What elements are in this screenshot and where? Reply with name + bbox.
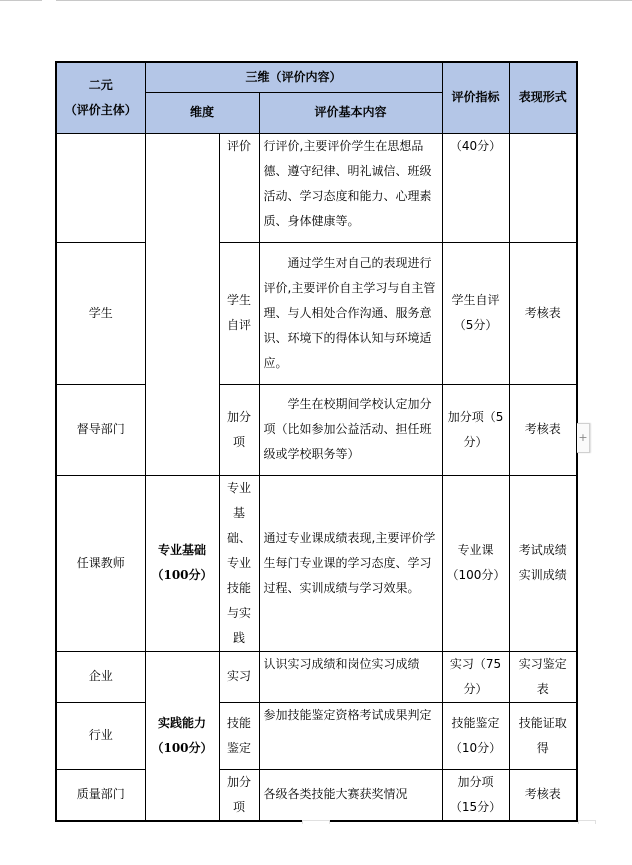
header-content: 评价基本内容 <box>259 92 442 133</box>
table-row <box>56 702 577 769</box>
cell-content: 认识实习成绩和岗位实习成绩 <box>259 651 442 702</box>
add-column-button[interactable] <box>577 423 590 453</box>
header-subject-sublabel: （评价主体） <box>64 102 137 117</box>
cell-sub-dimension: 技能鉴定 <box>219 702 259 769</box>
cell-subject: 督导部门 <box>56 384 145 475</box>
cell-form: 考试成绩实训成绩 <box>509 475 577 651</box>
cell-content: 通过专业课成绩表现,主要评价学生每门专业课的学习态度、学习过程、实训成绩与学习效果。 <box>259 475 442 651</box>
cell-content: 通过学生对自己的表现进行评价,主要评价自主学习与自主管理、与人相处合作沟通、服务意识、环境下的得体认知与环境适应。 <box>259 242 442 384</box>
cell-sub-dimension: 实习 <box>219 651 259 702</box>
cell-sub-dimension: 加分项 <box>219 384 259 475</box>
cell-subject: 质量部门 <box>56 769 145 821</box>
cell-dimension-empty <box>145 133 219 475</box>
header-form: 表现形式 <box>509 62 577 133</box>
table-row <box>56 133 577 242</box>
cell-form: 考核表 <box>509 242 577 384</box>
cell-indicator: 学生自评（5分） <box>442 242 509 384</box>
table-corner-handle[interactable] <box>578 820 596 824</box>
cell-indicator: 加分项（15分） <box>442 769 509 821</box>
cell-content: 行评价,主要评价学生在思想品德、遵守纪律、明礼诚信、班级活动、学习态度和能力、心理素质、身体健康等。 <box>259 133 442 242</box>
header-indicator: 评价指标 <box>442 62 509 133</box>
page-top-edge <box>0 0 632 1</box>
page-top-edge-gap <box>42 0 56 1</box>
header-subject-label: 二元 <box>88 77 113 92</box>
cell-indicator: （40分） <box>442 133 509 242</box>
cell-dimension-practice: 实践能力（100分） <box>145 651 219 821</box>
header-dimension: 维度 <box>145 92 259 133</box>
cell-sub-dimension: 学生自评 <box>219 242 259 384</box>
cell-subject: 任课教师 <box>56 475 145 651</box>
cell-dimension-professional: 专业基础（100分） <box>145 475 219 651</box>
table-row <box>56 769 577 821</box>
plus-icon: + <box>578 431 588 444</box>
cell-subject: 学生 <box>56 242 145 384</box>
cell-sub-dimension: 评价 <box>219 133 259 242</box>
cell-subject: 企业 <box>56 651 145 702</box>
cell-indicator: 技能鉴定（10分） <box>442 702 509 769</box>
table-resize-handle[interactable] <box>302 820 330 824</box>
cell-form: 考核表 <box>509 384 577 475</box>
header-three-dimensions: 三维（评价内容） <box>145 62 442 92</box>
table-row <box>56 242 577 384</box>
cell-sub-dimension: 专业基础、专业技能与实践 <box>219 475 259 651</box>
table-row <box>56 384 577 475</box>
table-row <box>56 651 577 702</box>
cell-form: 技能证取得 <box>509 702 577 769</box>
cell-content: 学生在校期间学校认定加分项（比如参加公益活动、担任班级或学校职务等） <box>259 384 442 475</box>
cell-indicator: 专业课（100分） <box>442 475 509 651</box>
cell-subject <box>56 133 145 242</box>
header-subject <box>56 62 145 133</box>
cell-content: 各级各类技能大赛获奖情况 <box>259 769 442 821</box>
cell-form: 实习鉴定表 <box>509 651 577 702</box>
table-row <box>56 475 577 651</box>
cell-subject: 行业 <box>56 702 145 769</box>
cell-indicator: 实习（75分） <box>442 651 509 702</box>
cell-content: 参加技能鉴定资格考试成果判定 <box>259 702 442 769</box>
cell-sub-dimension: 加分项 <box>219 769 259 821</box>
cell-indicator: 加分项（5分） <box>442 384 509 475</box>
cell-form: 考核表 <box>509 769 577 821</box>
cell-form <box>509 133 577 242</box>
evaluation-table <box>55 61 578 822</box>
